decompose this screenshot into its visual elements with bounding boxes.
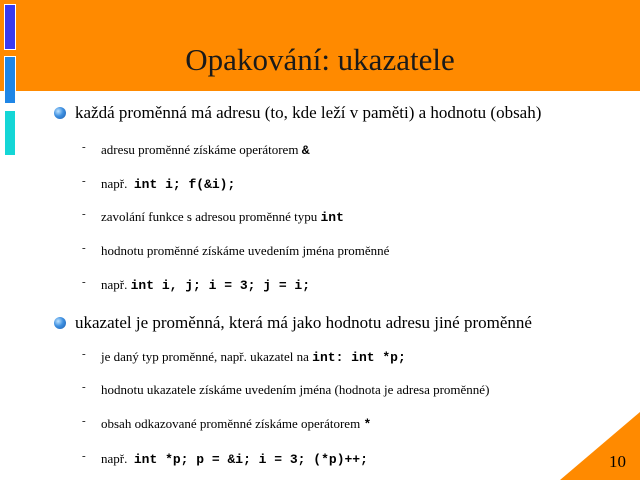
dash-icon: - <box>82 242 86 254</box>
dash-icon: - <box>82 348 86 360</box>
sub-text: adresu proměnné získáme operátorem <box>101 142 299 157</box>
dash-icon: - <box>82 381 86 393</box>
sub-code: int <box>320 210 344 225</box>
bullet-2-text: ukazatel je proměnná, která má jako hodnotu adresu jiné proměnné <box>75 313 532 332</box>
dash-icon: - <box>82 141 86 153</box>
sub-code: int i; f(&i); <box>133 177 236 192</box>
sub-text: např. <box>101 451 128 466</box>
decor-block-cyan <box>4 110 16 156</box>
dash-icon: - <box>82 208 86 220</box>
sub-code: int *p; p = &i; i = 3; (*p)++; <box>133 452 368 467</box>
sub-code: & <box>301 143 310 158</box>
bullet-dot-icon <box>54 317 66 329</box>
sub-text: hodnotu ukazatele získáme uvedením jména (hodnota je adresa proměnné) <box>101 382 490 397</box>
sub-code: int: int *p; <box>312 350 406 365</box>
dash-icon: - <box>82 276 86 288</box>
sub-text: je daný typ proměnné, např. ukazatel na <box>101 349 309 364</box>
dash-icon: - <box>82 175 86 187</box>
sub-text: obsah odkazované proměnné získáme operátorem <box>101 416 361 431</box>
page-number: 10 <box>609 452 626 471</box>
sub-code: * <box>363 417 372 432</box>
dash-icon: - <box>82 450 86 462</box>
sub-text: zavolání funkce s adresou proměnné typu <box>101 209 318 224</box>
corner-triangle <box>560 412 640 480</box>
dash-icon: - <box>82 415 86 427</box>
sub-code: int i, j; i = 3; j = i; <box>130 278 311 293</box>
sub-text: např. <box>101 176 128 191</box>
sub-text: hodnotu proměnné získáme uvedením jména proměnné <box>101 243 390 258</box>
sub-text: např. <box>101 277 128 292</box>
bullet-dot-icon <box>54 107 66 119</box>
bullet-1-text: každá proměnná má adresu (to, kde leží v paměti) a hodnotu (obsah) <box>75 103 542 122</box>
slide-title: Opakování: ukazatele <box>185 42 455 77</box>
